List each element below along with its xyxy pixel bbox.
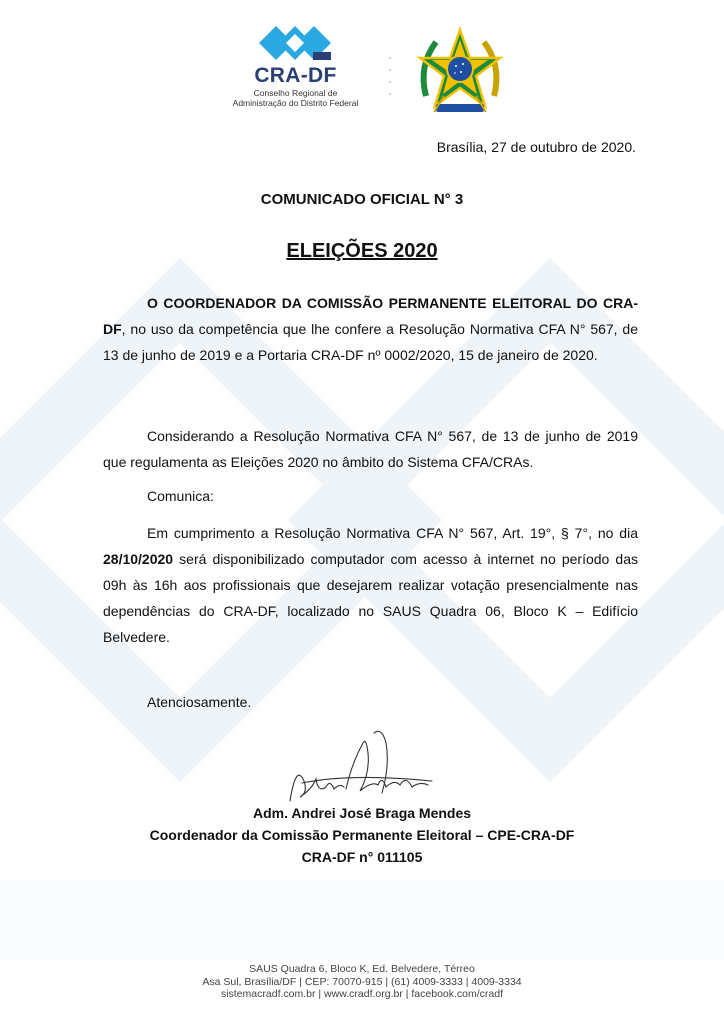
closing	[103, 689, 638, 715]
cra-df-logo	[228, 24, 363, 120]
closing-text: Atenciosamente.	[147, 694, 252, 710]
paragraph-2	[103, 423, 638, 475]
header-separator	[389, 56, 391, 96]
document-date: Brasília, 27 de outubro de 2020.	[436, 139, 636, 155]
paragraph-4-text-after: será disponibilizado computador com acesso à internet no período das 09h às 16h aos profissionais que desejarem realizar votação presencialmente nas dependências do CRA-DF, localizado no SAUS Quadra 06, Bloco K – Edifício Belvedere.	[103, 551, 638, 645]
paragraph-2-text: Considerando a Resolução Normativa CFA N° 567, de 13 de junho de 2019 que regulamenta as Eleições 2020 no âmbito do Sistema CFA/CRAs.	[103, 428, 638, 470]
cra-df-logo-mark-icon	[257, 24, 335, 62]
document-heading: COMUNICADO OFICIAL N° 3	[260, 191, 464, 208]
logo-subtitle-line2: Administração do Distrito Federal	[232, 98, 359, 108]
paragraph-4	[103, 520, 638, 650]
signer-role: Coordenador da Comissão Permanente Eleitoral – CPE-CRA-DF	[149, 827, 575, 843]
signer-registration: CRA-DF n° 011105	[301, 849, 423, 865]
paragraph-4-date: 28/10/2020	[103, 551, 174, 567]
paragraph-3-text: Comunica:	[147, 488, 214, 504]
logo-name: CRA-DF	[254, 64, 337, 87]
signature-block	[0, 802, 724, 868]
logo-subtitle-line1: Conselho Regional de	[253, 88, 338, 98]
paragraph-1-bold: O COORDENADOR DA COMISSÃO PERMANENTE ELEITORAL DO CRA-DF	[103, 295, 638, 337]
paragraph-4-text-before: Em cumprimento a Resolução Normativa CFA N° 567, Art. 19°, § 7°, no dia	[147, 525, 638, 541]
footer-address: SAUS Quadra 6, Bloco K, Ed. Belvedere, Térreo	[249, 963, 475, 975]
footer-contact: Asa Sul, Brasília/DF | CEP: 70070-915 | (61) 4009-3333 | 4009-3334	[202, 975, 522, 988]
brazil-coat-of-arms-icon	[414, 26, 506, 118]
paragraph-1	[103, 290, 638, 368]
footer-links: sistemacradf.com.br | www.cradf.org.br | facebook.com/cradf	[220, 988, 504, 1000]
document-title: ELEIÇÕES 2020	[286, 240, 438, 262]
paragraph-1-text: , no uso da competência que lhe confere a Resolução Normativa CFA N° 567, de 13 de junho de 2019 e a Portaria CRA-DF nº 0002/2020, 15 de janeiro de 2020.	[103, 321, 638, 363]
paragraph-3	[103, 483, 638, 509]
signer-name: Adm. Andrei José Braga Mendes	[252, 805, 472, 821]
page-footer	[0, 963, 724, 1001]
